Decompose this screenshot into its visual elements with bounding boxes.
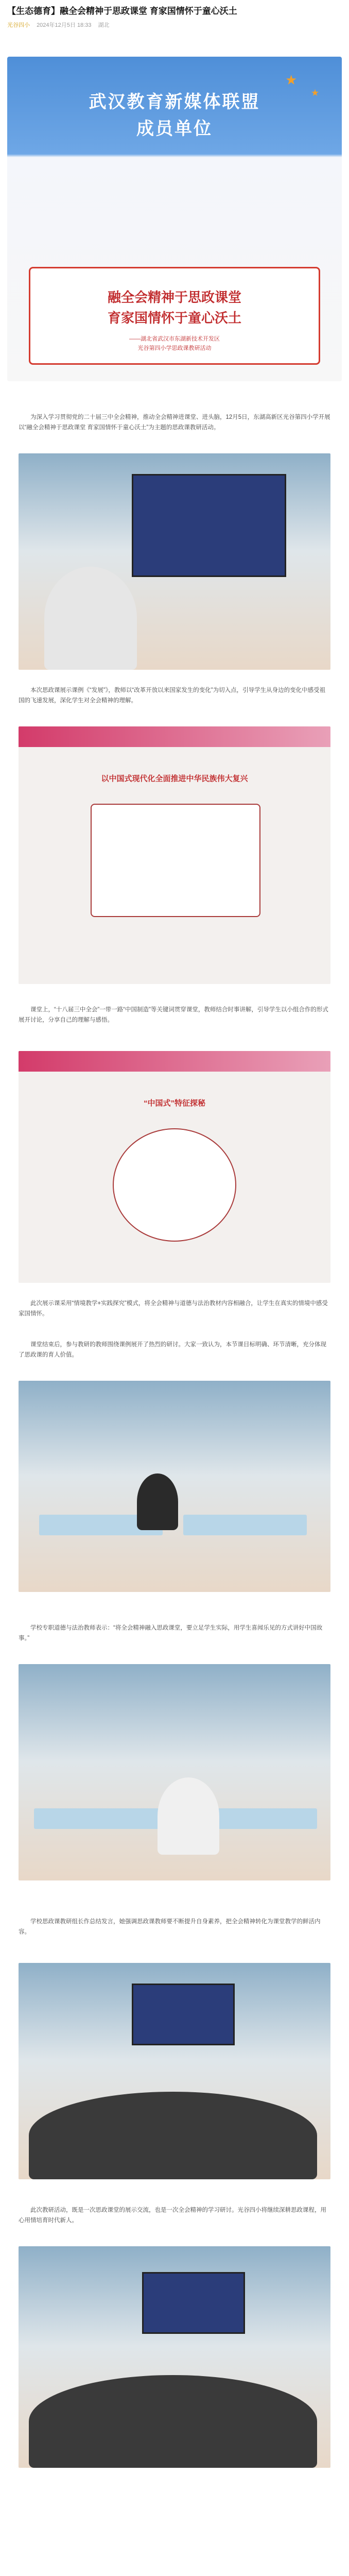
article-title: 【生态德育】融全会精神于思政课堂 育家国情怀于童心沃土 [7,6,237,16]
audience [29,2375,317,2468]
article-meta [7,21,110,29]
classroom-photo [19,1381,330,1592]
slide-diagram [91,804,260,917]
paragraph: 为深入学习贯彻党的二十届三中全会精神，推动全会精神进课堂、进头脑，12月5日，东湖高新区光谷第四小学开展以“融全会精神于思政课堂 育家国情怀于童心沃土”为主题的思政课教研活动。 [19,414,330,431]
audience [29,2092,317,2179]
meeting-photo [19,1963,330,2179]
slide-header [19,726,330,747]
smartboard [132,474,286,577]
slide-title: 以中国式现代化全面推进中华民族伟大复兴 [101,774,248,783]
classroom-photo [19,1664,330,1880]
paragraph: 课堂结束后，参与教研的教师围绕课例展开了热烈的研讨。大家一致认为，本节课目标明确、环节清晰，充分体现了思政课的育人价值。 [19,1342,326,1358]
poster-box-line-2: 育家国情怀于童心沃土 [107,310,241,326]
star-icon: ★ [311,88,320,98]
slide-header [19,1051,330,1072]
poster-box-line-1: 融全会精神于思政课堂 [107,290,241,305]
speaker-figure [158,1777,219,1855]
paragraph: 课堂上，“十八届三中全会”一带一路“中国制造”等关键词贯穿课堂，教师结合时事讲解，引导学生以小组合作的形式展开讨论，分享自己的理解与感悟。 [19,1007,328,1023]
meeting-photo [19,2246,330,2468]
publish-time: 2024年12月5日 18:33 [37,22,92,28]
poster-sub-2: 光谷第四小学思政课教研活动 [137,345,212,351]
account-name[interactable]: 光谷四小 [7,22,30,28]
paragraph: 此次教研活动，既是一次思政课堂的展示交流，也是一次全会精神的学习研讨。光谷四小将继续深耕思政课程，用心用情培育时代新人。 [19,2207,326,2224]
poster-line-1: 武汉教育新媒体联盟 [89,92,260,112]
poster-sub-1: ——湖北省武汉市东湖新技术开发区 [129,336,220,342]
slide-photo [19,726,330,984]
classroom-photo [19,453,330,670]
paragraph: 本次思政课展示课例《“发展”》，教师以“改革开放以来国家发生的变化”为切入点，引导学生从身边的变化中感受祖国的飞速发展，深化学生对全会精神的理解。 [19,687,326,704]
paragraph: 此次展示课采用“情境教学+实践探究”模式，将全会精神与道德与法治教材内容相融合，让学生在真实的情境中感受家国情怀。 [19,1300,328,1317]
slide-title: “中国式”特征探秘 [143,1099,205,1108]
desk [34,1808,168,1829]
publish-location: 湖北 [98,22,110,28]
poster-line-2: 成员单位 [136,119,213,139]
paragraph: 学校思政课教研组长作总结发言，她强调思政课教师要不断提升自身素养，把全会精神转化为课堂教学的鲜活内容。 [19,1919,321,1935]
paragraph: 学校专职道德与法治教师表示：“将全会精神融入思政课堂，要立足学生实际，用学生喜闻乐见的方式讲好中国故事。” [19,1625,323,1641]
slide-diagram [113,1128,236,1242]
poster-title-box [29,267,320,365]
banner-poster [7,57,342,381]
projection-screen [142,2272,245,2334]
star-icon: ★ [285,72,298,88]
slide-photo [19,1051,330,1283]
poster-box-subtitle [30,334,319,353]
student-figure [44,567,137,670]
projection-screen [132,1984,235,2045]
teacher-figure [137,1473,178,1530]
desk [183,1515,307,1535]
